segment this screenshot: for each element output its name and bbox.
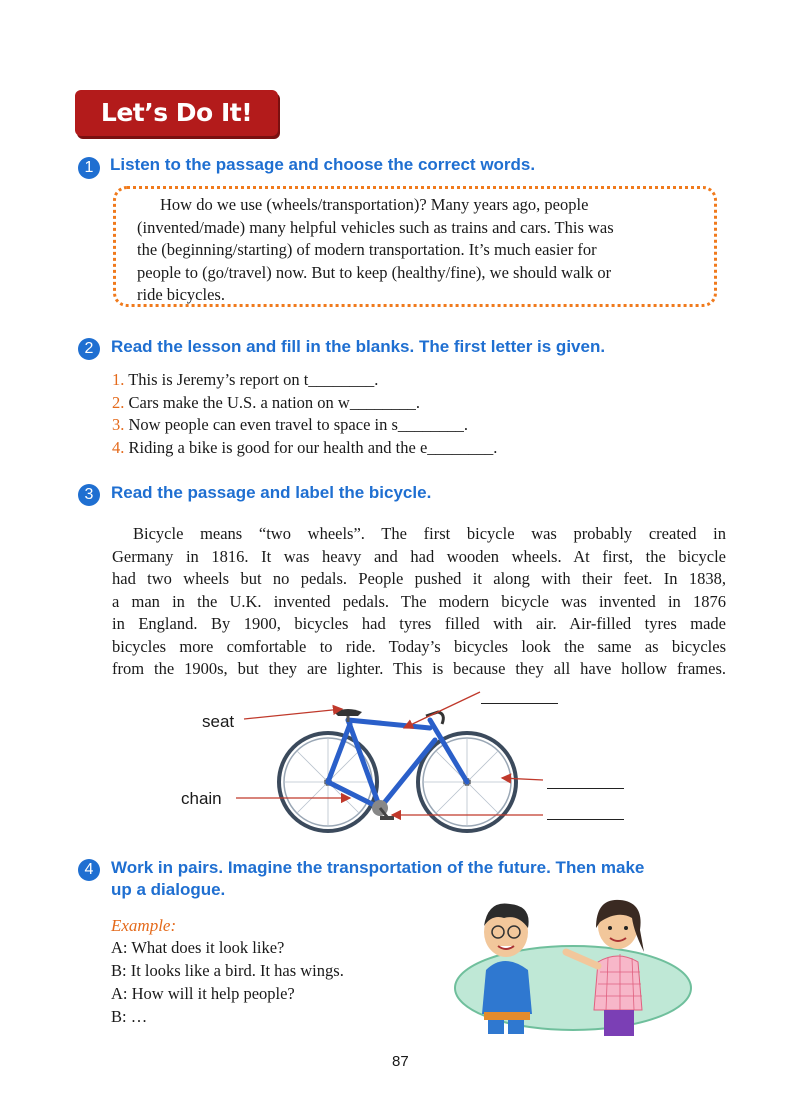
line-text: a man in the U.K. invented pedals. The modern bicycle was invented in 1876 bbox=[112, 591, 726, 611]
wheel-spokes bbox=[284, 738, 511, 826]
item-text: This is Jeremy’s report on t________. bbox=[124, 370, 379, 389]
line-text: bicycles more comfortable to ride. Today’s bicycles look the same as bicycles bbox=[112, 636, 726, 656]
line-text: had two wheels but no pedals. People pushed it along with their feet. In 1838, bbox=[112, 569, 726, 588]
section-1-line-4: people to (go/travel) now. But to keep (healthy/fine), we should walk or bbox=[137, 262, 612, 282]
section-2-heading: Read the lesson and fill in the blanks. The first letter is given. bbox=[111, 337, 606, 356]
page-number: 87 bbox=[392, 1053, 409, 1070]
section-3-number: 3 bbox=[78, 484, 100, 506]
bicycle-illustration bbox=[230, 690, 560, 840]
line-text: Germany in 1816. It was heavy and had wooden wheels. At first, the bicycle bbox=[112, 546, 726, 566]
item-number: 4. bbox=[112, 438, 125, 457]
section-1-line-3: the (beginning/starting) of modern transportation. It’s much easier for bbox=[137, 240, 597, 259]
item-number: 2. bbox=[112, 393, 125, 412]
item-number: 3. bbox=[112, 415, 125, 434]
section-1-number: 1 bbox=[78, 157, 100, 179]
dialogue-line-3: A: How will it help people? bbox=[111, 984, 295, 1003]
dialogue-line-2: B: It looks like a bird. It has wings. bbox=[111, 961, 344, 980]
section-3-line-3 bbox=[112, 568, 726, 591]
line-text: Bicycle means “two wheels”. The first bicycle was probably created in bbox=[133, 524, 726, 543]
section-4-number: 4 bbox=[78, 859, 100, 881]
section-1-line-1: How do we use (wheels/transportation)? Many years ago, people bbox=[160, 195, 589, 214]
section-1-line-5: ride bicycles. bbox=[137, 285, 225, 304]
label-seat: seat bbox=[202, 712, 235, 731]
item-text: Riding a bike is good for our health and the e________. bbox=[124, 438, 498, 457]
section-1-heading: Listen to the passage and choose the correct words. bbox=[110, 155, 536, 174]
boy-figure bbox=[482, 903, 532, 1034]
section-3-line-2 bbox=[112, 546, 726, 569]
item-text: Now people can even travel to space in s________. bbox=[124, 415, 469, 434]
section-3-line-7 bbox=[112, 658, 726, 681]
section-4-heading-line-1: Work in pairs. Imagine the transportation of the future. Then make bbox=[111, 858, 645, 877]
section-3-line-5 bbox=[112, 613, 726, 636]
fill-blank-item-1 bbox=[112, 369, 378, 392]
section-3-line-1 bbox=[133, 523, 726, 546]
item-number: 1. bbox=[112, 370, 125, 389]
section-2-number: 2 bbox=[78, 338, 100, 360]
section-3-line-6 bbox=[112, 636, 726, 659]
label-chain: chain bbox=[181, 789, 222, 808]
fill-blank-item-3 bbox=[112, 414, 468, 437]
lets-do-it-banner: Let’s Do It! bbox=[75, 90, 278, 136]
bike-seat bbox=[334, 709, 362, 716]
example-label: Example: bbox=[111, 916, 177, 935]
bike-frame bbox=[328, 720, 467, 808]
children-illustration bbox=[448, 892, 698, 1042]
fill-blank-item-4 bbox=[112, 437, 497, 460]
line-text: from the 1900s, but they are lighter. This is because they all have hollow frames. bbox=[112, 659, 726, 678]
dialogue-line-4: B: … bbox=[111, 1007, 148, 1026]
section-3-line-4 bbox=[112, 591, 726, 614]
section-3-heading: Read the passage and label the bicycle. bbox=[111, 483, 432, 502]
section-4-heading-line-2: up a dialogue. bbox=[111, 880, 226, 899]
dialogue-line-1: A: What does it look like? bbox=[111, 938, 285, 957]
item-text: Cars make the U.S. a nation on w________. bbox=[124, 393, 420, 412]
section-1-line-2: (invented/made) many helpful vehicles such as trains and cars. This was bbox=[137, 217, 614, 237]
fill-blank-item-2 bbox=[112, 392, 420, 415]
line-text: in England. By 1900, bicycles had tyres filled with air. Air-filled tyres made bbox=[112, 614, 726, 633]
